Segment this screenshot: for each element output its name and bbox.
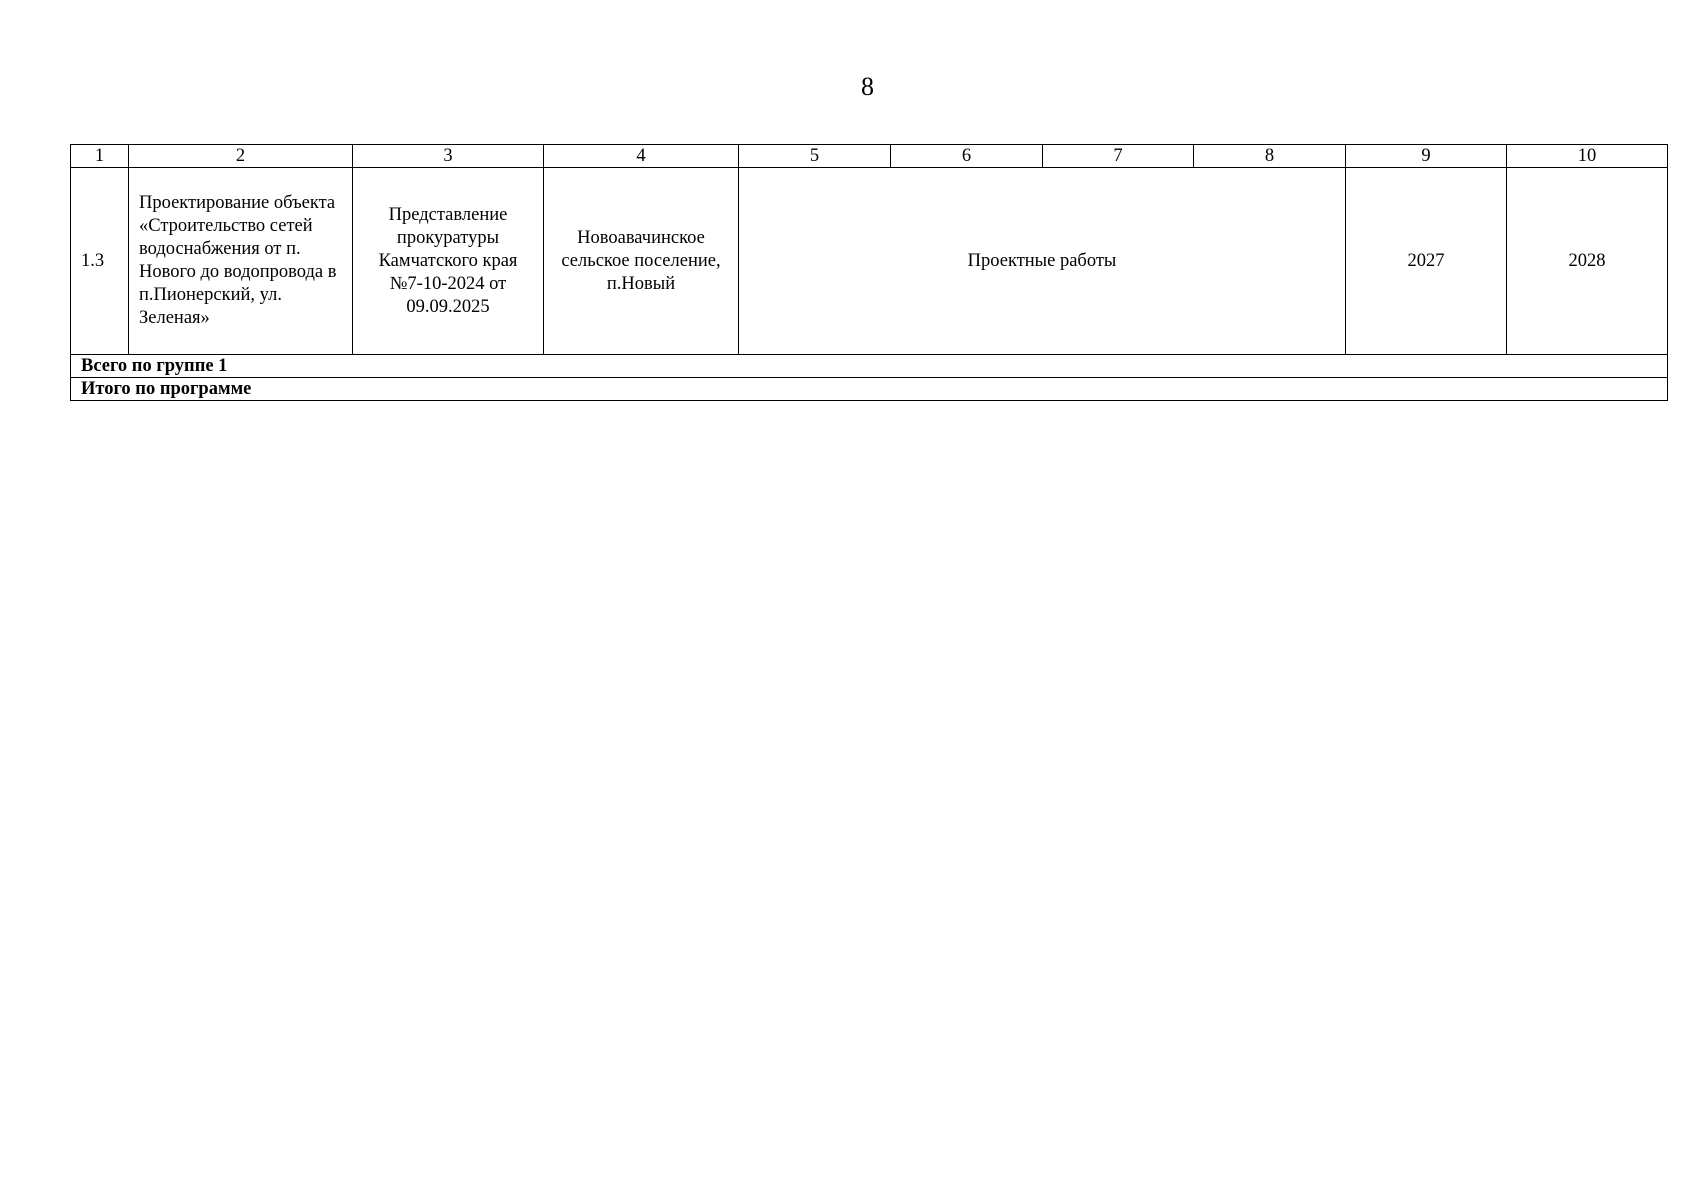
group-total-label: Всего по группе 1: [71, 355, 1668, 378]
program-table: [70, 144, 1668, 401]
group-total-row: [71, 355, 1668, 378]
object-location: Новоавачинское сельское поселение, п.Новый: [544, 168, 739, 355]
program-total-label: Итого по программе: [71, 378, 1668, 401]
object-name: Проектирование объекта «Строительство сетей водоснабжения от п. Нового до водопровода в п.Пионерский, ул. Зеленая»: [129, 168, 353, 355]
column-number: 8: [1194, 145, 1346, 168]
work-type: Проектные работы: [739, 168, 1346, 355]
column-number: 6: [891, 145, 1043, 168]
column-number: 1: [71, 145, 129, 168]
row-index: 1.3: [71, 168, 129, 355]
column-number: 4: [544, 145, 739, 168]
program-total-row: [71, 378, 1668, 401]
column-number: 10: [1507, 145, 1668, 168]
column-number: 5: [739, 145, 891, 168]
column-number: 2: [129, 145, 353, 168]
column-number: 7: [1043, 145, 1194, 168]
page-number: 8: [861, 72, 874, 101]
column-number: 3: [353, 145, 544, 168]
basis-document: Представление прокуратуры Камчатского края №7-10-2024 от 09.09.2025: [353, 168, 544, 355]
year-start: 2027: [1346, 168, 1507, 355]
year-end: 2028: [1507, 168, 1668, 355]
column-number-row: [71, 145, 1668, 168]
table-row: [71, 168, 1668, 355]
column-number: 9: [1346, 145, 1507, 168]
